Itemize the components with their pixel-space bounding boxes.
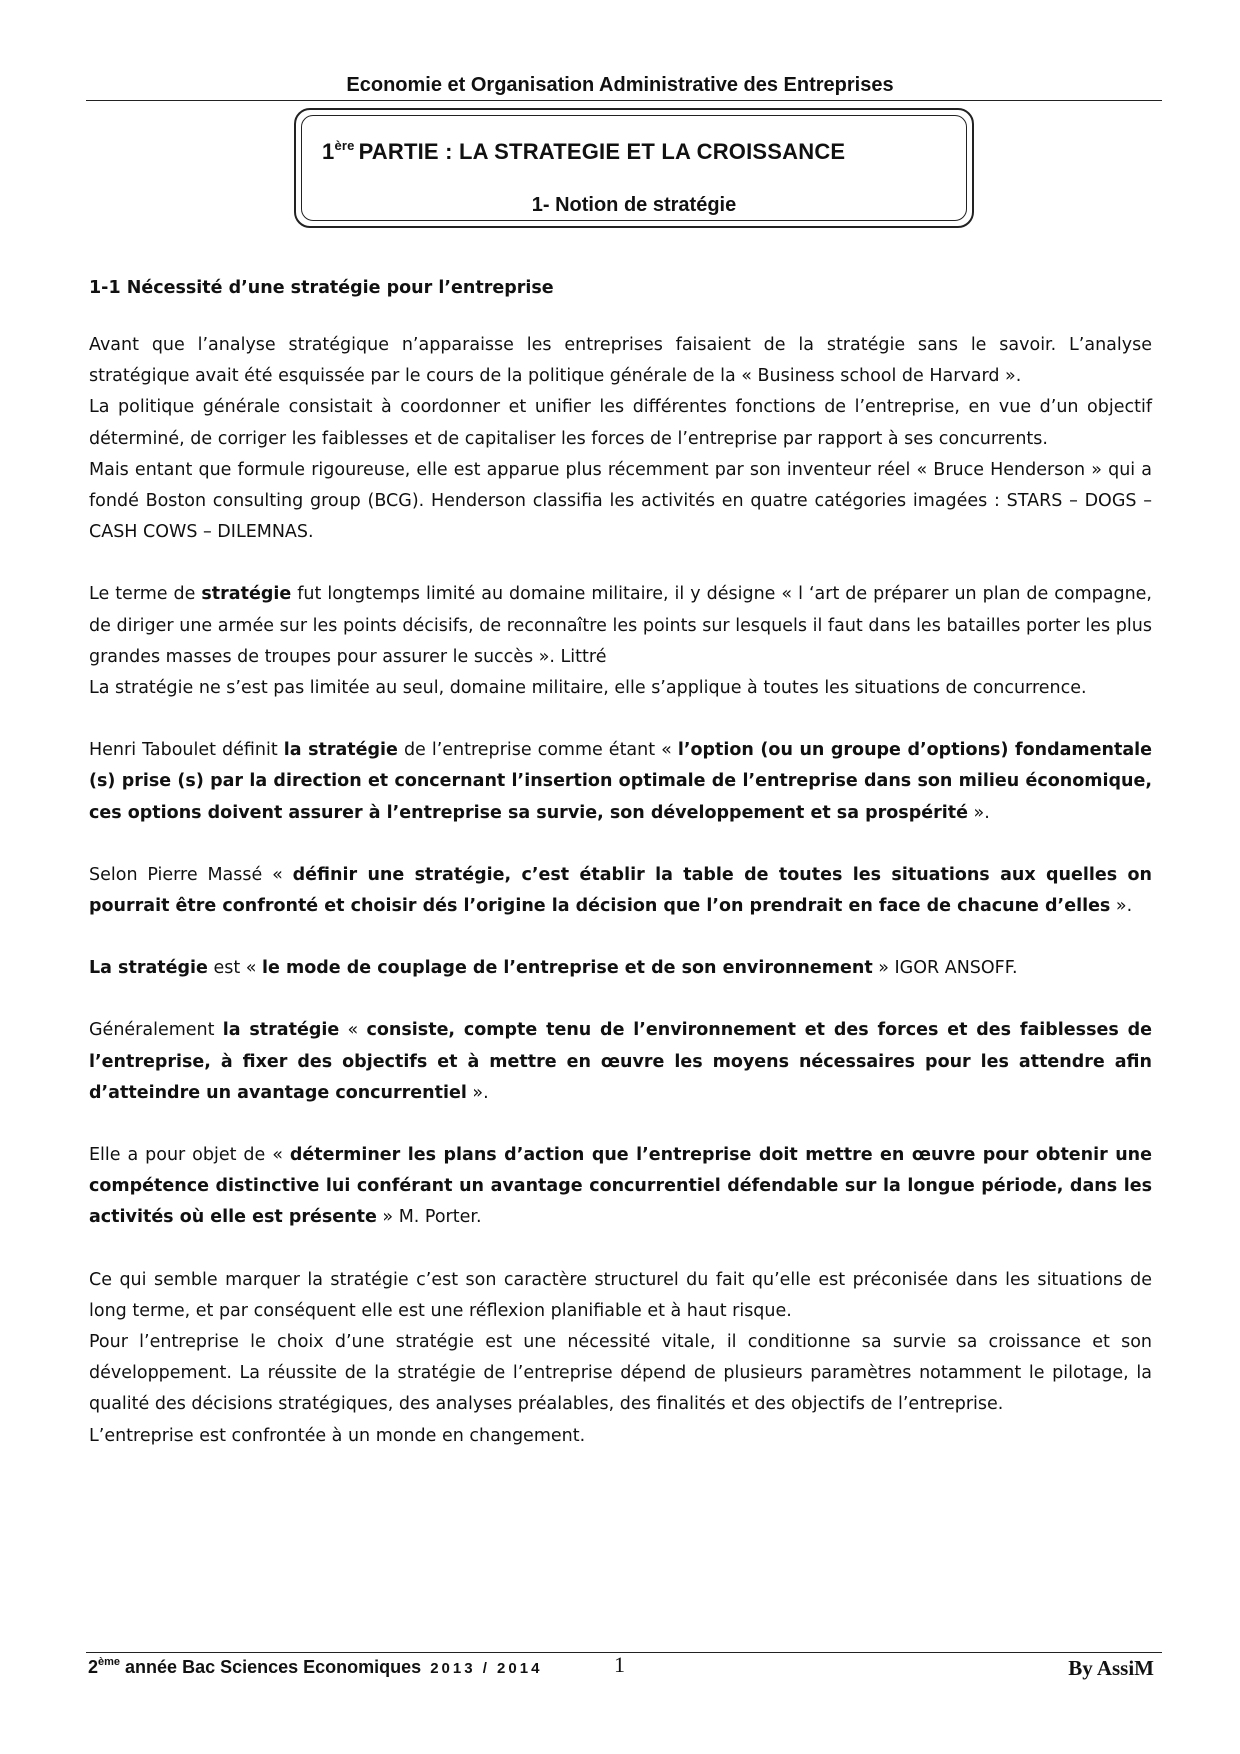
- footer-course-level: [88, 1656, 542, 1678]
- title-box-inner-frame: [301, 115, 967, 221]
- text-run: » M. Porter.: [376, 1207, 482, 1228]
- text-run: » IGOR ANSOFF.: [872, 958, 1018, 979]
- header-divider: [86, 100, 1162, 101]
- part-title-text: PARTIE : LA STRATEGIE ET LA CROISSANCE: [358, 139, 846, 164]
- main-content: [89, 276, 1152, 1452]
- text-run: Le terme de: [89, 584, 202, 605]
- bold-text: définir une stratégie, c’est établir la table de toutes les situations aux quelles on pourrait être confronté et choisir dés l’origine la décision que l’on prendrait en face de chacune d’elles: [89, 864, 1152, 917]
- section-heading: 1-1 Nécessité d’une stratégie pour l’entreprise: [89, 278, 554, 298]
- paragraph: Ce qui semble marquer la stratégie c’est son caractère structurel du fait qu’elle est préconisée dans les situations de long terme, et par conséquent elle est une réflexion planifiable et à haut risque.: [89, 1269, 1152, 1321]
- level-number: 2: [88, 1657, 99, 1677]
- part-superscript: ère: [334, 138, 355, 153]
- text-run: ».: [1110, 896, 1133, 917]
- level-superscript: ème: [98, 1656, 121, 1668]
- text-run: Henri Taboulet définit: [89, 740, 284, 761]
- paragraph: L’entreprise est confrontée à un monde en changement.: [89, 1425, 586, 1446]
- level-text: année Bac Sciences Economiques: [120, 1657, 422, 1677]
- subtitle: 1- Notion de stratégie: [531, 194, 737, 216]
- paragraph: Avant que l’analyse stratégique n’apparaisse les entreprises faisaient de la stratégie sans le savoir. L’analyse stratégique avait été esquissée par le cours de la politique générale de la « Business school de Harvard ».: [89, 335, 1152, 387]
- author-credit: By AssiM: [1068, 1656, 1154, 1680]
- bold-text: la stratégie: [222, 1020, 340, 1041]
- part-title: [322, 138, 845, 165]
- page-number: 1: [614, 1652, 625, 1677]
- title-box: [294, 108, 974, 228]
- text-run: Généralement: [89, 1020, 223, 1041]
- text-run: ».: [466, 1082, 489, 1103]
- paragraph: Pour l’entreprise le choix d’une stratégie est une nécessité vitale, il conditionne sa survie sa croissance et son développement. La réussite de la stratégie de l’entreprise dépend de plusieurs paramètres notamment le pilotage, la qualité des décisions stratégiques, des analyses préalables, des finalités et des objectifs de l’entreprise.: [89, 1332, 1152, 1415]
- paragraph: [89, 1015, 1152, 1109]
- paragraph: La politique générale consistait à coordonner et unifier les différentes fonctions de l’entreprise, en vue d’un objectif déterminé, de corriger les faiblesses et de capitaliser les forces de l’entreprise par rapport à ses concurrents.: [89, 397, 1152, 449]
- text-run: Selon Pierre Massé «: [89, 864, 293, 885]
- text-run: fut longtemps limité au domaine militaire, il y désigne « l ‘art de préparer un plan de compagne, de diriger une armée sur les points décisifs, de reconnaître les points sur lesquels il faut dans les batailles porter les plus grandes masses de troupes pour assurer le succès ». Littré: [89, 584, 1152, 667]
- header-title: Economie et Organisation Administrative des Entreprises: [346, 74, 894, 96]
- paragraph: La stratégie ne s’est pas limitée au seul, domaine militaire, elle s’applique à toutes les situations de concurrence.: [89, 678, 1087, 699]
- bold-text: déterminer les plans d’action que l’entreprise doit mettre en œuvre pour obtenir une compétence distinctive lui conférant un avantage concurrentiel défendable sur la longue période, dans les activités où elle est présente: [89, 1145, 1153, 1228]
- bold-text: stratégie: [201, 584, 292, 605]
- paragraph: [89, 1140, 1152, 1234]
- text-run: «: [339, 1020, 367, 1041]
- school-year: 2013 / 2014: [430, 1660, 543, 1677]
- bold-text: la stratégie: [283, 740, 398, 761]
- paragraph: [89, 579, 1152, 673]
- bold-text: l’option (ou un groupe d’options) fondamentale (s) prise (s) par la direction et concernant l’insertion optimale de l’entreprise dans son milieu économique, ces options doivent assurer à l’entreprise sa survie, son développement et sa prospérité: [89, 740, 1153, 823]
- text-run: de l’entreprise comme étant «: [397, 740, 678, 761]
- bold-text: le mode de couplage de l’entreprise et de son environnement: [262, 958, 873, 979]
- part-number: 1: [322, 139, 335, 164]
- paragraph: [89, 735, 1152, 829]
- text-run: Elle a pour objet de «: [89, 1145, 290, 1166]
- paragraph: [89, 953, 1152, 984]
- paragraph: [89, 860, 1152, 922]
- text-run: ».: [967, 802, 990, 823]
- bold-text: La stratégie: [89, 958, 208, 979]
- text-run: est «: [207, 958, 263, 979]
- paragraph: Mais entant que formule rigoureuse, elle est apparue plus récemment par son inventeur réel « Bruce Henderson » qui a fondé Boston consulting group (BCG). Henderson classifia les activités en quatre catégories imagées : STARS – DOGS – CASH COWS – DILEMNAS.: [89, 459, 1152, 543]
- bold-text: consiste, compte tenu de l’environnement et des forces et des faiblesses de l’entreprise, à fixer des objectifs et à mettre en œuvre les moyens nécessaires pour les attendre afin d’atteindre un avantage concurrentiel: [89, 1020, 1152, 1103]
